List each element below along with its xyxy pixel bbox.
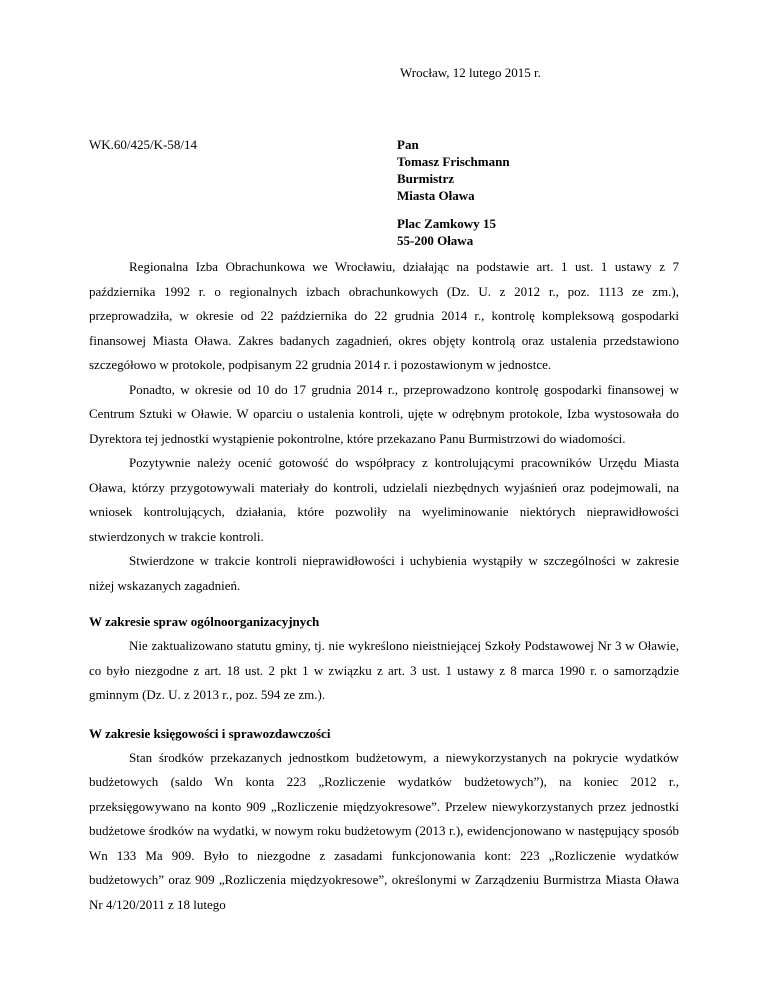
letter-body [89,255,679,917]
addressee-name: Tomasz Frischmann [397,154,510,169]
paragraph-intro: Regionalna Izba Obrachunkowa we Wrocławiu, działając na podstawie art. 1 ust. 1 ustawy z 7 października 1992 r. o regionalnych izbach obrachunkowych (Dz. U. z 2012 r., poz. 1113 ze zm.), przeprowadziła, w okresie od 22 października do 22 grudnia 2014 r., kontrolę kompleksową gospodarki finansowej Miasta Oława. Zakres badanych zagadnień, okres objęty kontrolą oraz ustalenia przedstawiono szczegółowo w protokole, podpisanym 22 grudnia 2014 r. i pozostawionym w jednostce. [89,259,679,372]
section-heading-organizational: W zakresie spraw ogólnoorganizacyjnych [89,614,320,629]
addressee-office: Miasta Oława [397,188,475,203]
paragraph-statute: Nie zaktualizowano statutu gminy, tj. nie wykreślono nieistniejącej Szkoły Podstawowej Nr 3 w Oławie, co było niezgodne z art. 18 ust. 2 pkt 1 w związku z art. 3 ust. 1 ustawy z 8 marca 1990 r. o samorządzie gminnym (Dz. U. z 2013 r., poz. 594 ze zm.). [89,638,679,702]
letter-date: Wrocław, 12 lutego 2015 r. [400,65,541,80]
addressee-salutation: Pan [397,137,419,152]
paragraph-cooperation: Pozytywnie należy ocenić gotowość do współpracy z kontrolującymi pracowników Urzędu Miasta Oława, którzy przygotowywali materiały do kontroli, udzielali niezbędnych wyjaśnień oraz podejmowali, na wniosek kontrolujących, działania, które pozwoliły na wyeliminowanie niektórych nieprawidłowości stwierdzonych w trakcie kontroli. [89,455,679,544]
section-heading-accounting: W zakresie księgowości i sprawozdawczości [89,725,331,741]
address-gap [397,204,510,215]
addressee-position: Burmistrz [397,171,455,186]
addressee-street: Plac Zamkowy 15 [397,216,496,231]
addressee-block [397,136,510,249]
paragraph-findings-intro: Stwierdzone w trakcie kontroli nieprawidłowości i uchybienia wystąpiły w szczególności w zakresie niżej wskazanych zagadnień. [89,553,679,593]
paragraph-additional-audit: Ponadto, w okresie od 10 do 17 grudnia 2014 r., przeprowadzono kontrolę gospodarki finansowej w Centrum Sztuki w Oławie. W oparciu o ustalenia kontroli, ujęte w odrębnym protokole, Izba wystosowała do Dyrektora tej jednostki wystąpienie pokontrolne, które przekazano Panu Burmistrzowi do wiadomości. [89,381,679,446]
paragraph-accounting: Stan środków przekazanych jednostkom budżetowym, a niewykorzystanych na pokrycie wydatków budżetowych (saldo Wn konta 223 „Rozliczenie wydatków budżetowych”), na koniec 2012 r., przeksięgowywano na konto 909 „Rozliczenie międzyokresowe”. Przelew niewykorzystanych przez jednostki budżetowe środków na wydatki, w nowym roku budżetowym (2013 r.), ewidencjonowano w następujący sposób Wn 133 Ma 909. Było to niezgodne z zasadami funkcjonowania kont: 223 „Rozliczenie wydatków budżetowych” oraz 909 „Rozliczenia międzyokresowe”, określonymi w Zarządzeniu Burmistrza Miasta Oława Nr 4/120/2011 z 18 lutego [89,749,679,912]
addressee-city: 55-200 Oława [397,233,474,248]
reference-number: WK.60/425/K-58/14 [89,137,197,152]
